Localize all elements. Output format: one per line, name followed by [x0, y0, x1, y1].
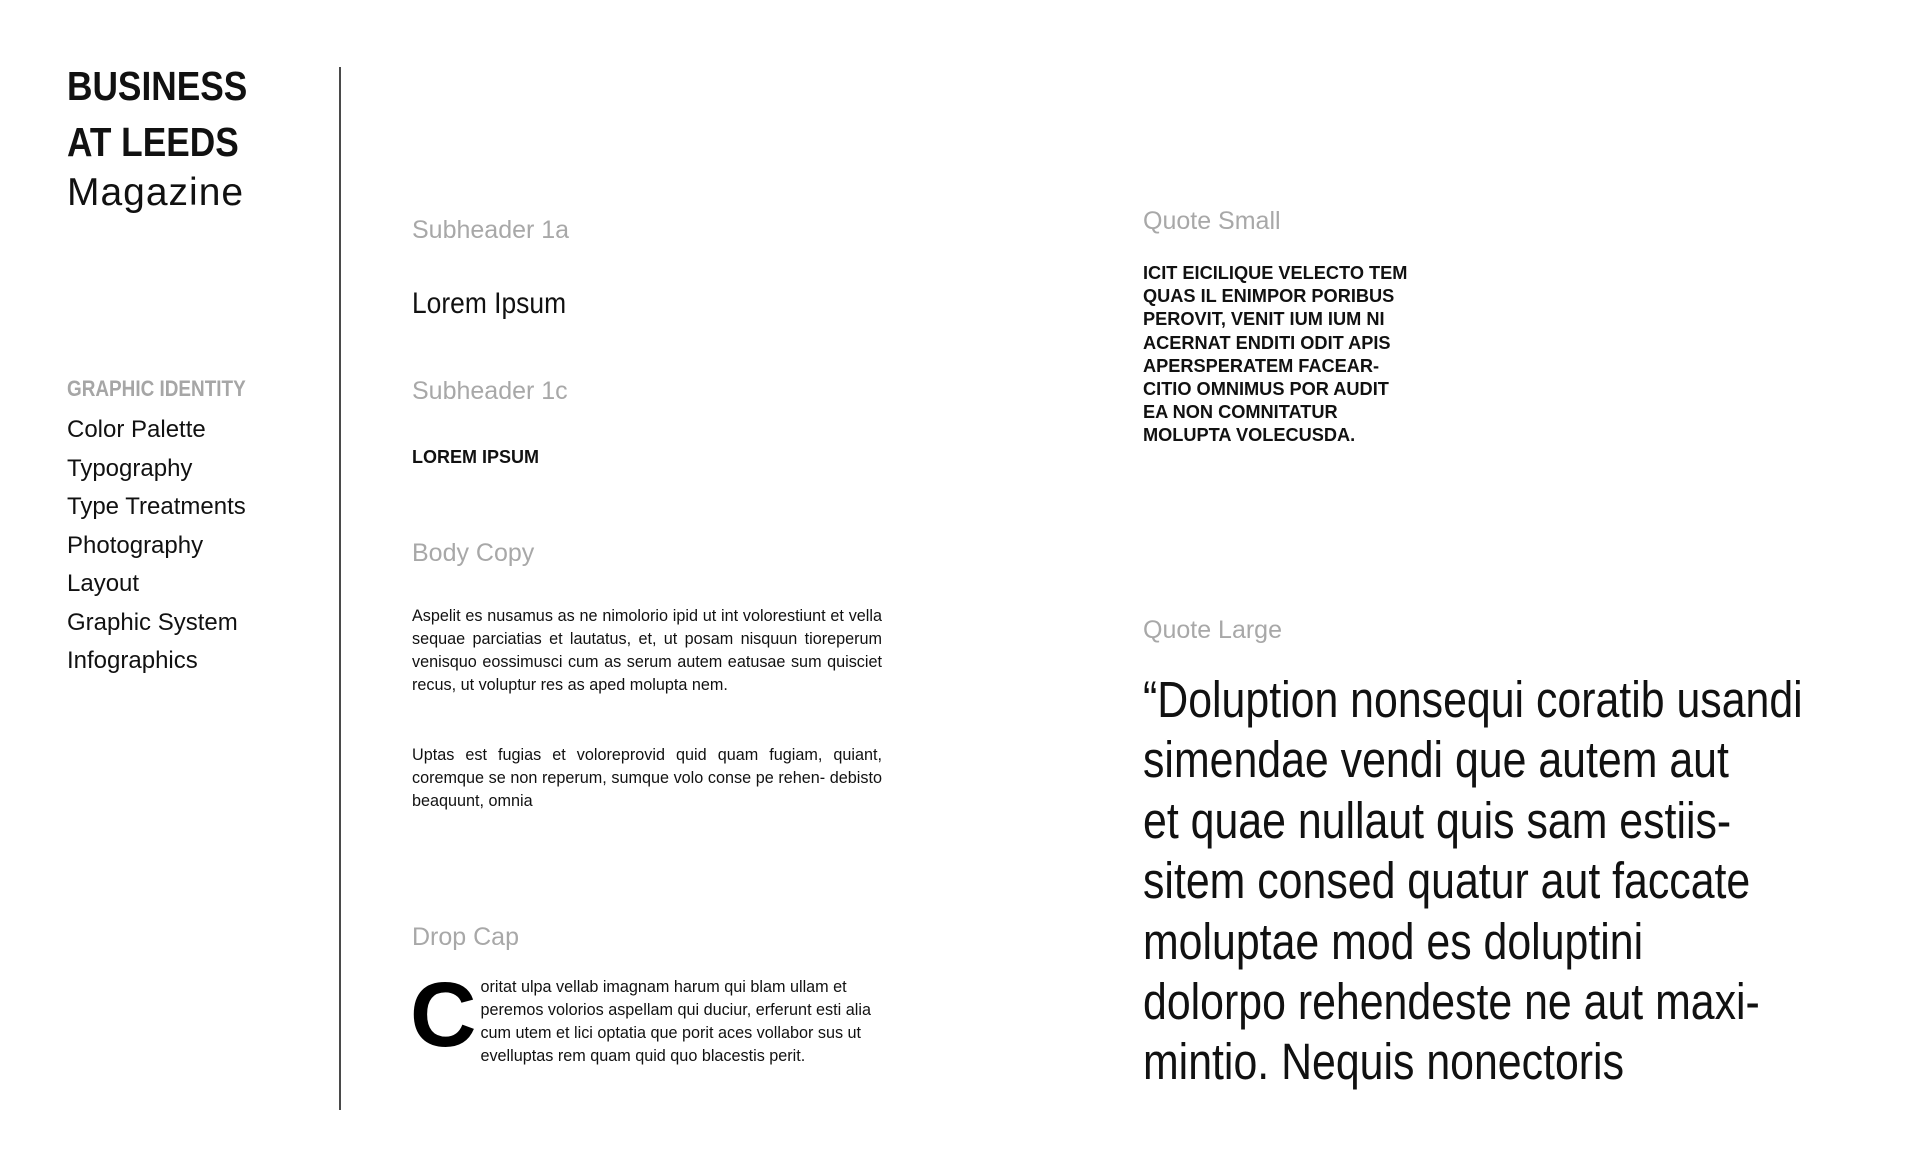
quote-large-sample [1143, 670, 1803, 1093]
quote-small-line: ICIT EICILIQUE VELECTO TEM [1143, 263, 1408, 283]
quote-small-line: PEROVIT, VENIT IUM IUM NI [1143, 309, 1385, 330]
quote-large-line: “Doluption nonsequi coratib usandi [1143, 671, 1803, 728]
nav-item-graphic-system[interactable]: Graphic System [67, 608, 238, 636]
quote-small-line: MOLUPTA VOLECUSDA. [1143, 425, 1356, 446]
quote-small-line: QUAS IL ENIMPOR PORIBUS [1143, 286, 1395, 307]
nav-item-type-treatments[interactable]: Type Treatments [67, 493, 246, 520]
nav-heading: GRAPHIC IDENTITY [67, 376, 246, 401]
nav-item-layout[interactable]: Layout [67, 570, 140, 597]
nav-item-photography[interactable]: Photography [67, 531, 204, 559]
quote-large-line: et quae nullaut quis sam estiis- [1143, 791, 1732, 849]
sidebar-divider [339, 67, 341, 1110]
quote-large-line: moluptae mod es doluptini [1143, 912, 1644, 970]
quote-small-label: Quote Small [1143, 207, 1281, 235]
subheader-1c-label: Subheader 1c [412, 377, 568, 405]
subheader-1a-sample: Lorem Ipsum [412, 287, 567, 320]
quote-small-line: ACERNAT ENDITI ODIT APIS [1143, 332, 1391, 353]
body-copy-paragraph-2: Uptas est fugias et voloreprovid quid quam fugiam, quiant, coremque se non reperum, sumque volo conse pe rehen- debisto beaquunt, omnia [412, 746, 882, 810]
quote-small-line: EA NON COMNITATUR [1143, 402, 1338, 423]
quote-large-line: simendae vendi que autem aut [1143, 731, 1729, 789]
brand-title-line2: AT LEEDS [67, 119, 239, 165]
subheader-1c-sample: LOREM IPSUM [412, 447, 540, 467]
brand-title-line1: BUSINESS [67, 63, 248, 109]
nav-item-typography[interactable]: Typography [67, 454, 193, 482]
drop-cap-text: oritat ulpa vellab imagnam harum qui blam ullam et peremos volorios aspellam qui duciur, erferunt esti alia cum utem et lici optatia que porit aces vollabor sus ut evelluptas rem quam quid quo blacestis perit. [480, 978, 871, 1065]
sidebar-nav [67, 373, 327, 681]
quote-small-line: CITIO OMNIMUS POR AUDIT [1143, 379, 1389, 400]
drop-cap-paragraph [410, 964, 882, 1068]
nav-item-infographics[interactable]: Infographics [67, 647, 198, 674]
nav-item-color-palette[interactable]: Color Palette [67, 416, 206, 443]
quote-large-label: Quote Large [1143, 616, 1282, 644]
brand-subtitle: Magazine [67, 171, 245, 214]
drop-cap-label: Drop Cap [412, 923, 519, 951]
quote-large-line: dolorpo rehendeste ne aut maxi- [1143, 973, 1760, 1031]
quote-large-line: sitem consed quatur aut faccate [1143, 852, 1751, 910]
brand-block [67, 58, 327, 216]
subheader-1a-label: Subheader 1a [412, 216, 570, 244]
quote-small-line: APERSPERATEM FACEAR- [1143, 355, 1380, 376]
quote-large-line: mintio. Nequis nonectoris [1143, 1033, 1624, 1091]
quote-small-sample [1143, 262, 1463, 448]
body-copy-paragraph-1: Aspelit es nusamus as ne nimolorio ipid ut int volorestiunt et vella sequae parciatias et lautatus, et, ut posam nisquun tioreperum venisquo eossimusci cum as serum autem eatusae sum quisciet recus, ut voluptur res as aped molupta nem. [412, 607, 882, 694]
body-copy-label: Body Copy [412, 539, 535, 567]
drop-cap-letter: C [410, 964, 477, 1066]
